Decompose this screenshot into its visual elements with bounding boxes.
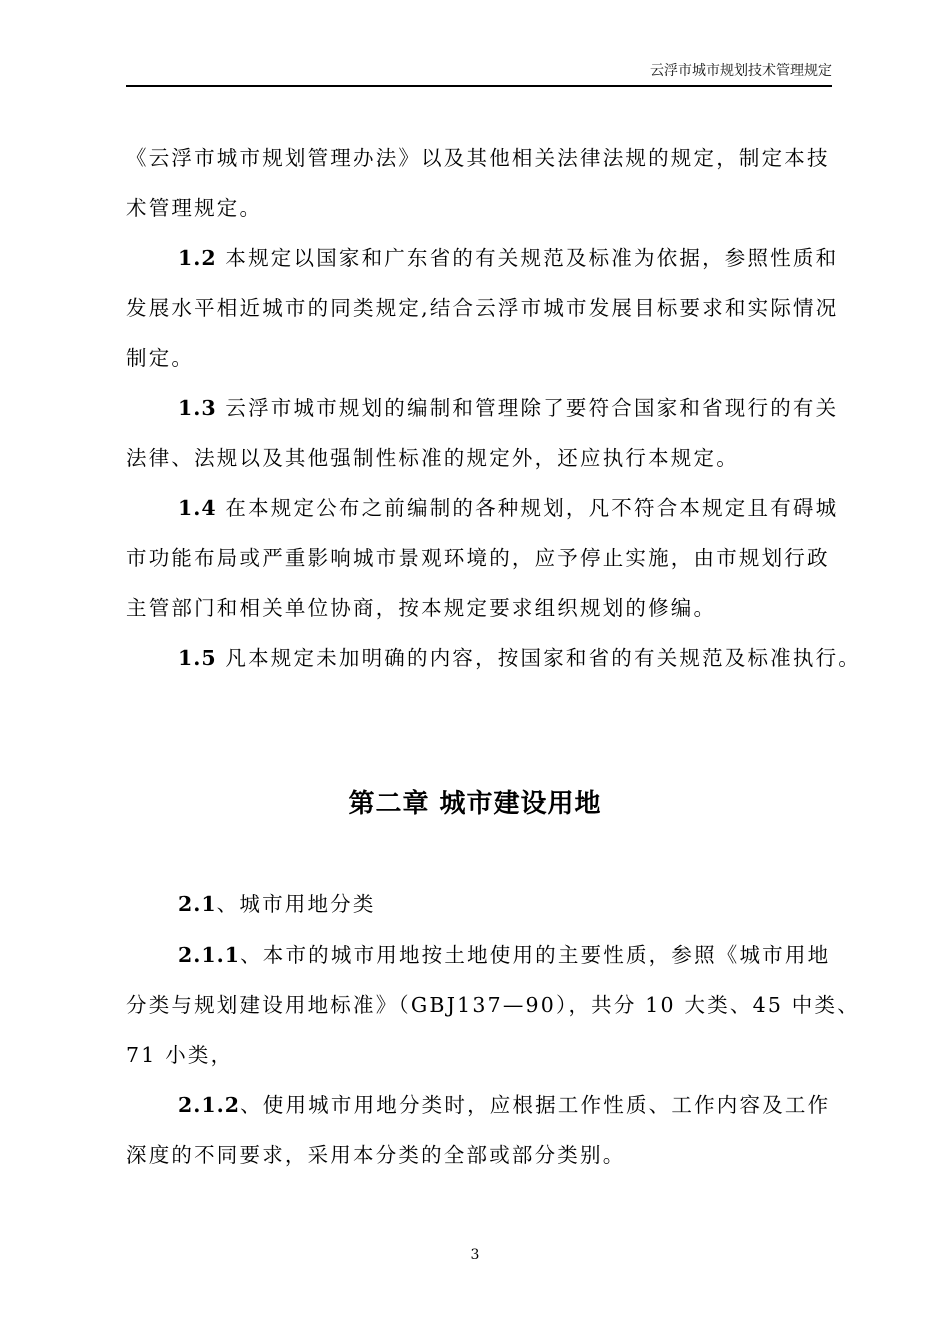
clause-1-5 — [178, 644, 888, 672]
section-number: 2.1.2 — [178, 1093, 241, 1117]
section-text: 、使用城市用地分类时，应根据工作性质、工作内容及工作 — [240, 1093, 831, 1117]
section-text: 、城市用地分类 — [216, 892, 376, 916]
clause-text: 凡本规定未加明确的内容，按国家和省的有关规范及标准执行。 — [225, 646, 861, 670]
paragraph-line: 分类与规划建设用地标准》（GBJ137—90），共分 10 大类、45 中类、 — [126, 993, 860, 1017]
paragraph-line: 主管部门和相关单位协商，按本规定要求组织规划的修编。 — [126, 596, 717, 620]
paragraph-line: 《云浮市城市规划管理办法》以及其他相关法律法规的规定，制定本技 — [126, 146, 830, 170]
section-number: 2.1.1 — [178, 943, 241, 967]
paragraph-line: 法律、法规以及其他强制性标准的规定外，还应执行本规定。 — [126, 446, 739, 470]
section-2-1 — [178, 890, 888, 918]
clause-number: 1.3 — [178, 396, 217, 420]
section-text: 、本市的城市用地按土地使用的主要性质，参照《城市用地 — [240, 943, 831, 967]
paragraph-line: 制定。 — [126, 346, 195, 370]
section-2-1-2 — [178, 1091, 888, 1119]
clause-number: 1.5 — [178, 646, 217, 670]
paragraph-line: 71 小类， — [126, 1043, 234, 1067]
clause-number: 1.4 — [178, 496, 217, 520]
paragraph-line: 术管理规定。 — [126, 196, 263, 220]
clause-1-2 — [178, 244, 888, 272]
clause-text: 本规定以国家和广东省的有关规范及标准为依据，参照性质和 — [225, 246, 839, 270]
paragraph-line: 市功能布局或严重影响城市景观环境的，应予停止实施，由市规划行政 — [126, 546, 830, 570]
paragraph-line: 深度的不同要求，采用本分类的全部或部分类别。 — [126, 1143, 626, 1167]
section-number: 2.1 — [178, 892, 217, 916]
clause-number: 1.2 — [178, 246, 217, 270]
clause-text: 在本规定公布之前编制的各种规划，凡不符合本规定且有碍城 — [225, 496, 839, 520]
header-rule — [126, 85, 832, 87]
paragraph-line: 发展水平相近城市的同类规定,结合云浮市城市发展目标要求和实际情况 — [126, 296, 839, 320]
clause-text: 云浮市城市规划的编制和管理除了要符合国家和省现行的有关 — [225, 396, 839, 420]
section-2-1-1 — [178, 941, 888, 969]
running-header: 云浮市城市规划技术管理规定 — [650, 63, 832, 79]
page-number: 3 — [470, 1247, 480, 1263]
clause-1-3 — [178, 394, 888, 422]
chapter-title: 第二章 城市建设用地 — [348, 789, 602, 819]
clause-1-4 — [178, 494, 888, 522]
